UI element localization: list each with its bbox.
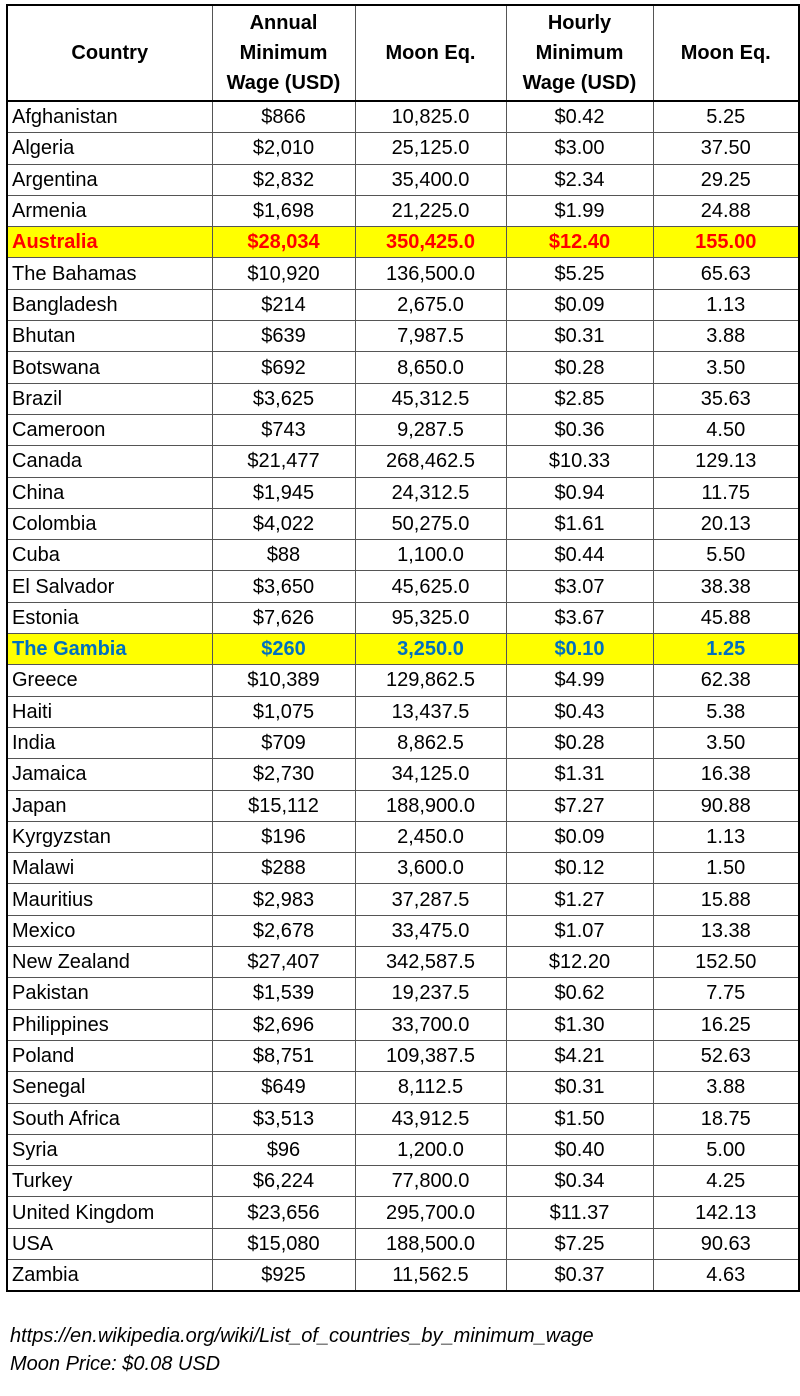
table-body bbox=[7, 101, 799, 1291]
cell-annual-wage: $21,477 bbox=[212, 446, 355, 477]
cell-moon-eq-hourly: 15.88 bbox=[653, 884, 799, 915]
cell-annual-wage: $288 bbox=[212, 853, 355, 884]
cell-moon-eq-annual: 13,437.5 bbox=[355, 696, 506, 727]
table-row bbox=[7, 352, 799, 383]
cell-moon-eq-hourly: 5.38 bbox=[653, 696, 799, 727]
cell-moon-eq-annual: 295,700.0 bbox=[355, 1197, 506, 1228]
table-row bbox=[7, 853, 799, 884]
cell-country: Greece bbox=[7, 665, 212, 696]
cell-hourly-wage: $1.50 bbox=[506, 1103, 653, 1134]
table-row bbox=[7, 508, 799, 539]
cell-moon-eq-hourly: 4.25 bbox=[653, 1166, 799, 1197]
cell-moon-eq-annual: 45,625.0 bbox=[355, 571, 506, 602]
cell-country: Zambia bbox=[7, 1259, 212, 1291]
cell-country: Senegal bbox=[7, 1072, 212, 1103]
cell-annual-wage: $196 bbox=[212, 821, 355, 852]
cell-annual-wage: $649 bbox=[212, 1072, 355, 1103]
cell-hourly-wage: $0.31 bbox=[506, 321, 653, 352]
cell-moon-eq-hourly: 20.13 bbox=[653, 508, 799, 539]
cell-country: India bbox=[7, 727, 212, 758]
cell-annual-wage: $3,513 bbox=[212, 1103, 355, 1134]
cell-moon-eq-annual: 2,450.0 bbox=[355, 821, 506, 852]
table-row bbox=[7, 446, 799, 477]
table-row bbox=[7, 1228, 799, 1259]
cell-annual-wage: $925 bbox=[212, 1259, 355, 1291]
cell-moon-eq-hourly: 155.00 bbox=[653, 227, 799, 258]
cell-moon-eq-hourly: 16.25 bbox=[653, 1009, 799, 1040]
cell-annual-wage: $639 bbox=[212, 321, 355, 352]
cell-country: Mexico bbox=[7, 915, 212, 946]
cell-moon-eq-annual: 45,312.5 bbox=[355, 383, 506, 414]
cell-annual-wage: $709 bbox=[212, 727, 355, 758]
cell-moon-eq-hourly: 1.13 bbox=[653, 289, 799, 320]
cell-moon-eq-annual: 24,312.5 bbox=[355, 477, 506, 508]
cell-moon-eq-hourly: 3.88 bbox=[653, 321, 799, 352]
cell-country: United Kingdom bbox=[7, 1197, 212, 1228]
cell-hourly-wage: $0.37 bbox=[506, 1259, 653, 1291]
cell-annual-wage: $4,022 bbox=[212, 508, 355, 539]
cell-moon-eq-annual: 3,250.0 bbox=[355, 634, 506, 665]
cell-annual-wage: $15,080 bbox=[212, 1228, 355, 1259]
cell-moon-eq-annual: 8,650.0 bbox=[355, 352, 506, 383]
cell-moon-eq-hourly: 65.63 bbox=[653, 258, 799, 289]
cell-country: New Zealand bbox=[7, 947, 212, 978]
cell-annual-wage: $692 bbox=[212, 352, 355, 383]
cell-moon-eq-hourly: 129.13 bbox=[653, 446, 799, 477]
cell-country: Turkey bbox=[7, 1166, 212, 1197]
table-row bbox=[7, 947, 799, 978]
table-row bbox=[7, 383, 799, 414]
cell-hourly-wage: $1.61 bbox=[506, 508, 653, 539]
table-row bbox=[7, 1259, 799, 1291]
cell-country: China bbox=[7, 477, 212, 508]
cell-moon-eq-annual: 43,912.5 bbox=[355, 1103, 506, 1134]
cell-annual-wage: $15,112 bbox=[212, 790, 355, 821]
cell-hourly-wage: $3.67 bbox=[506, 602, 653, 633]
cell-country: Japan bbox=[7, 790, 212, 821]
cell-moon-eq-annual: 11,562.5 bbox=[355, 1259, 506, 1291]
cell-hourly-wage: $0.12 bbox=[506, 853, 653, 884]
cell-moon-eq-hourly: 3.50 bbox=[653, 352, 799, 383]
cell-moon-eq-hourly: 13.38 bbox=[653, 915, 799, 946]
table-row bbox=[7, 571, 799, 602]
cell-country: Afghanistan bbox=[7, 101, 212, 133]
cell-moon-eq-annual: 34,125.0 bbox=[355, 759, 506, 790]
table-row bbox=[7, 1166, 799, 1197]
cell-hourly-wage: $0.44 bbox=[506, 540, 653, 571]
table-row bbox=[7, 227, 799, 258]
cell-moon-eq-annual: 95,325.0 bbox=[355, 602, 506, 633]
cell-moon-eq-hourly: 24.88 bbox=[653, 195, 799, 226]
table-row bbox=[7, 884, 799, 915]
cell-moon-eq-annual: 188,500.0 bbox=[355, 1228, 506, 1259]
cell-country: Bangladesh bbox=[7, 289, 212, 320]
table-row bbox=[7, 696, 799, 727]
cell-hourly-wage: $7.25 bbox=[506, 1228, 653, 1259]
source-url: https://en.wikipedia.org/wiki/List_of_countries_by_minimum_wage bbox=[10, 1325, 594, 1347]
cell-moon-eq-annual: 10,825.0 bbox=[355, 101, 506, 133]
table-row bbox=[7, 1072, 799, 1103]
cell-hourly-wage: $3.07 bbox=[506, 571, 653, 602]
cell-hourly-wage: $1.30 bbox=[506, 1009, 653, 1040]
cell-moon-eq-hourly: 4.63 bbox=[653, 1259, 799, 1291]
cell-hourly-wage: $5.25 bbox=[506, 258, 653, 289]
cell-hourly-wage: $0.34 bbox=[506, 1166, 653, 1197]
table-row bbox=[7, 1197, 799, 1228]
cell-annual-wage: $214 bbox=[212, 289, 355, 320]
cell-annual-wage: $7,626 bbox=[212, 602, 355, 633]
cell-hourly-wage: $3.00 bbox=[506, 133, 653, 164]
cell-annual-wage: $2,010 bbox=[212, 133, 355, 164]
table-row bbox=[7, 540, 799, 571]
cell-moon-eq-annual: 50,275.0 bbox=[355, 508, 506, 539]
cell-annual-wage: $1,539 bbox=[212, 978, 355, 1009]
table-row bbox=[7, 978, 799, 1009]
table-row bbox=[7, 1103, 799, 1134]
cell-moon-eq-hourly: 90.88 bbox=[653, 790, 799, 821]
cell-moon-eq-annual: 342,587.5 bbox=[355, 947, 506, 978]
table-row bbox=[7, 477, 799, 508]
cell-moon-eq-annual: 8,862.5 bbox=[355, 727, 506, 758]
cell-moon-eq-annual: 35,400.0 bbox=[355, 164, 506, 195]
cell-moon-eq-hourly: 3.50 bbox=[653, 727, 799, 758]
cell-country: Botswana bbox=[7, 352, 212, 383]
cell-country: Australia bbox=[7, 227, 212, 258]
cell-annual-wage: $260 bbox=[212, 634, 355, 665]
cell-moon-eq-annual: 7,987.5 bbox=[355, 321, 506, 352]
cell-hourly-wage: $12.40 bbox=[506, 227, 653, 258]
cell-moon-eq-annual: 109,387.5 bbox=[355, 1040, 506, 1071]
cell-annual-wage: $2,696 bbox=[212, 1009, 355, 1040]
cell-country: Malawi bbox=[7, 853, 212, 884]
cell-annual-wage: $2,832 bbox=[212, 164, 355, 195]
cell-annual-wage: $23,656 bbox=[212, 1197, 355, 1228]
table-row bbox=[7, 1040, 799, 1071]
cell-moon-eq-annual: 350,425.0 bbox=[355, 227, 506, 258]
cell-hourly-wage: $0.28 bbox=[506, 727, 653, 758]
cell-moon-eq-annual: 77,800.0 bbox=[355, 1166, 506, 1197]
table-row bbox=[7, 164, 799, 195]
table-row bbox=[7, 195, 799, 226]
table-row bbox=[7, 634, 799, 665]
header-hourly-wage: Hourly Minimum Wage (USD) bbox=[506, 5, 653, 101]
cell-hourly-wage: $0.40 bbox=[506, 1134, 653, 1165]
cell-country: Jamaica bbox=[7, 759, 212, 790]
header-annual-wage: Annual Minimum Wage (USD) bbox=[212, 5, 355, 101]
cell-annual-wage: $27,407 bbox=[212, 947, 355, 978]
cell-annual-wage: $2,678 bbox=[212, 915, 355, 946]
cell-hourly-wage: $0.42 bbox=[506, 101, 653, 133]
cell-moon-eq-hourly: 11.75 bbox=[653, 477, 799, 508]
cell-annual-wage: $3,650 bbox=[212, 571, 355, 602]
cell-country: Algeria bbox=[7, 133, 212, 164]
table-row bbox=[7, 665, 799, 696]
cell-moon-eq-hourly: 38.38 bbox=[653, 571, 799, 602]
cell-country: USA bbox=[7, 1228, 212, 1259]
cell-moon-eq-hourly: 35.63 bbox=[653, 383, 799, 414]
cell-country: Brazil bbox=[7, 383, 212, 414]
cell-moon-eq-annual: 9,287.5 bbox=[355, 414, 506, 445]
cell-annual-wage: $1,075 bbox=[212, 696, 355, 727]
cell-annual-wage: $743 bbox=[212, 414, 355, 445]
cell-hourly-wage: $1.31 bbox=[506, 759, 653, 790]
cell-country: Canada bbox=[7, 446, 212, 477]
cell-moon-eq-annual: 19,237.5 bbox=[355, 978, 506, 1009]
cell-country: Argentina bbox=[7, 164, 212, 195]
cell-annual-wage: $866 bbox=[212, 101, 355, 133]
cell-moon-eq-hourly: 37.50 bbox=[653, 133, 799, 164]
cell-annual-wage: $3,625 bbox=[212, 383, 355, 414]
cell-moon-eq-hourly: 62.38 bbox=[653, 665, 799, 696]
table-row bbox=[7, 915, 799, 946]
cell-moon-eq-hourly: 16.38 bbox=[653, 759, 799, 790]
moon-price-note: Moon Price: $0.08 USD bbox=[10, 1353, 221, 1375]
cell-country: Haiti bbox=[7, 696, 212, 727]
cell-hourly-wage: $4.99 bbox=[506, 665, 653, 696]
cell-country: Estonia bbox=[7, 602, 212, 633]
cell-country: Philippines bbox=[7, 1009, 212, 1040]
cell-hourly-wage: $0.09 bbox=[506, 289, 653, 320]
cell-moon-eq-annual: 2,675.0 bbox=[355, 289, 506, 320]
table-row bbox=[7, 289, 799, 320]
cell-moon-eq-annual: 33,700.0 bbox=[355, 1009, 506, 1040]
cell-country: Colombia bbox=[7, 508, 212, 539]
cell-hourly-wage: $0.09 bbox=[506, 821, 653, 852]
table-row bbox=[7, 821, 799, 852]
table-row bbox=[7, 258, 799, 289]
cell-hourly-wage: $2.34 bbox=[506, 164, 653, 195]
cell-moon-eq-annual: 1,200.0 bbox=[355, 1134, 506, 1165]
cell-annual-wage: $1,945 bbox=[212, 477, 355, 508]
cell-moon-eq-annual: 8,112.5 bbox=[355, 1072, 506, 1103]
table-row bbox=[7, 101, 799, 133]
cell-country: Armenia bbox=[7, 195, 212, 226]
footer-notes bbox=[10, 1322, 594, 1378]
cell-moon-eq-hourly: 45.88 bbox=[653, 602, 799, 633]
cell-country: Bhutan bbox=[7, 321, 212, 352]
header-moon-eq-annual: Moon Eq. bbox=[355, 5, 506, 101]
cell-moon-eq-hourly: 1.25 bbox=[653, 634, 799, 665]
cell-country: Syria bbox=[7, 1134, 212, 1165]
cell-moon-eq-annual: 33,475.0 bbox=[355, 915, 506, 946]
cell-moon-eq-annual: 3,600.0 bbox=[355, 853, 506, 884]
cell-country: South Africa bbox=[7, 1103, 212, 1134]
cell-hourly-wage: $1.07 bbox=[506, 915, 653, 946]
cell-hourly-wage: $2.85 bbox=[506, 383, 653, 414]
cell-moon-eq-annual: 188,900.0 bbox=[355, 790, 506, 821]
table-row bbox=[7, 1009, 799, 1040]
cell-moon-eq-hourly: 7.75 bbox=[653, 978, 799, 1009]
cell-country: Cuba bbox=[7, 540, 212, 571]
cell-moon-eq-annual: 1,100.0 bbox=[355, 540, 506, 571]
table-row bbox=[7, 133, 799, 164]
cell-hourly-wage: $0.31 bbox=[506, 1072, 653, 1103]
cell-annual-wage: $28,034 bbox=[212, 227, 355, 258]
cell-moon-eq-annual: 37,287.5 bbox=[355, 884, 506, 915]
cell-country: Pakistan bbox=[7, 978, 212, 1009]
cell-annual-wage: $6,224 bbox=[212, 1166, 355, 1197]
table-header bbox=[7, 5, 799, 101]
table-row bbox=[7, 759, 799, 790]
cell-hourly-wage: $0.62 bbox=[506, 978, 653, 1009]
cell-moon-eq-hourly: 1.50 bbox=[653, 853, 799, 884]
cell-annual-wage: $10,920 bbox=[212, 258, 355, 289]
cell-country: The Bahamas bbox=[7, 258, 212, 289]
cell-hourly-wage: $0.94 bbox=[506, 477, 653, 508]
cell-hourly-wage: $4.21 bbox=[506, 1040, 653, 1071]
header-row bbox=[7, 5, 799, 101]
cell-hourly-wage: $7.27 bbox=[506, 790, 653, 821]
cell-hourly-wage: $0.43 bbox=[506, 696, 653, 727]
cell-moon-eq-hourly: 3.88 bbox=[653, 1072, 799, 1103]
cell-hourly-wage: $1.27 bbox=[506, 884, 653, 915]
cell-annual-wage: $10,389 bbox=[212, 665, 355, 696]
cell-hourly-wage: $10.33 bbox=[506, 446, 653, 477]
table-row bbox=[7, 321, 799, 352]
cell-moon-eq-annual: 21,225.0 bbox=[355, 195, 506, 226]
table-row bbox=[7, 1134, 799, 1165]
cell-hourly-wage: $0.10 bbox=[506, 634, 653, 665]
cell-moon-eq-annual: 129,862.5 bbox=[355, 665, 506, 696]
cell-hourly-wage: $0.36 bbox=[506, 414, 653, 445]
cell-country: Kyrgyzstan bbox=[7, 821, 212, 852]
cell-country: The Gambia bbox=[7, 634, 212, 665]
table-row bbox=[7, 790, 799, 821]
cell-country: El Salvador bbox=[7, 571, 212, 602]
cell-annual-wage: $1,698 bbox=[212, 195, 355, 226]
cell-moon-eq-annual: 268,462.5 bbox=[355, 446, 506, 477]
cell-hourly-wage: $1.99 bbox=[506, 195, 653, 226]
cell-country: Mauritius bbox=[7, 884, 212, 915]
cell-moon-eq-hourly: 5.50 bbox=[653, 540, 799, 571]
wage-table bbox=[6, 4, 800, 1292]
cell-moon-eq-hourly: 90.63 bbox=[653, 1228, 799, 1259]
cell-hourly-wage: $12.20 bbox=[506, 947, 653, 978]
table-row bbox=[7, 414, 799, 445]
cell-moon-eq-hourly: 5.25 bbox=[653, 101, 799, 133]
cell-moon-eq-hourly: 18.75 bbox=[653, 1103, 799, 1134]
cell-hourly-wage: $0.28 bbox=[506, 352, 653, 383]
cell-moon-eq-hourly: 152.50 bbox=[653, 947, 799, 978]
header-moon-eq-hourly: Moon Eq. bbox=[653, 5, 799, 101]
cell-annual-wage: $2,730 bbox=[212, 759, 355, 790]
cell-moon-eq-hourly: 4.50 bbox=[653, 414, 799, 445]
table-row bbox=[7, 727, 799, 758]
cell-annual-wage: $8,751 bbox=[212, 1040, 355, 1071]
cell-country: Poland bbox=[7, 1040, 212, 1071]
header-country: Country bbox=[7, 5, 212, 101]
cell-moon-eq-hourly: 5.00 bbox=[653, 1134, 799, 1165]
table-row bbox=[7, 602, 799, 633]
cell-moon-eq-hourly: 142.13 bbox=[653, 1197, 799, 1228]
cell-moon-eq-annual: 25,125.0 bbox=[355, 133, 506, 164]
cell-moon-eq-annual: 136,500.0 bbox=[355, 258, 506, 289]
cell-annual-wage: $2,983 bbox=[212, 884, 355, 915]
cell-annual-wage: $88 bbox=[212, 540, 355, 571]
cell-country: Cameroon bbox=[7, 414, 212, 445]
cell-hourly-wage: $11.37 bbox=[506, 1197, 653, 1228]
cell-moon-eq-hourly: 29.25 bbox=[653, 164, 799, 195]
cell-moon-eq-hourly: 52.63 bbox=[653, 1040, 799, 1071]
cell-moon-eq-hourly: 1.13 bbox=[653, 821, 799, 852]
cell-annual-wage: $96 bbox=[212, 1134, 355, 1165]
